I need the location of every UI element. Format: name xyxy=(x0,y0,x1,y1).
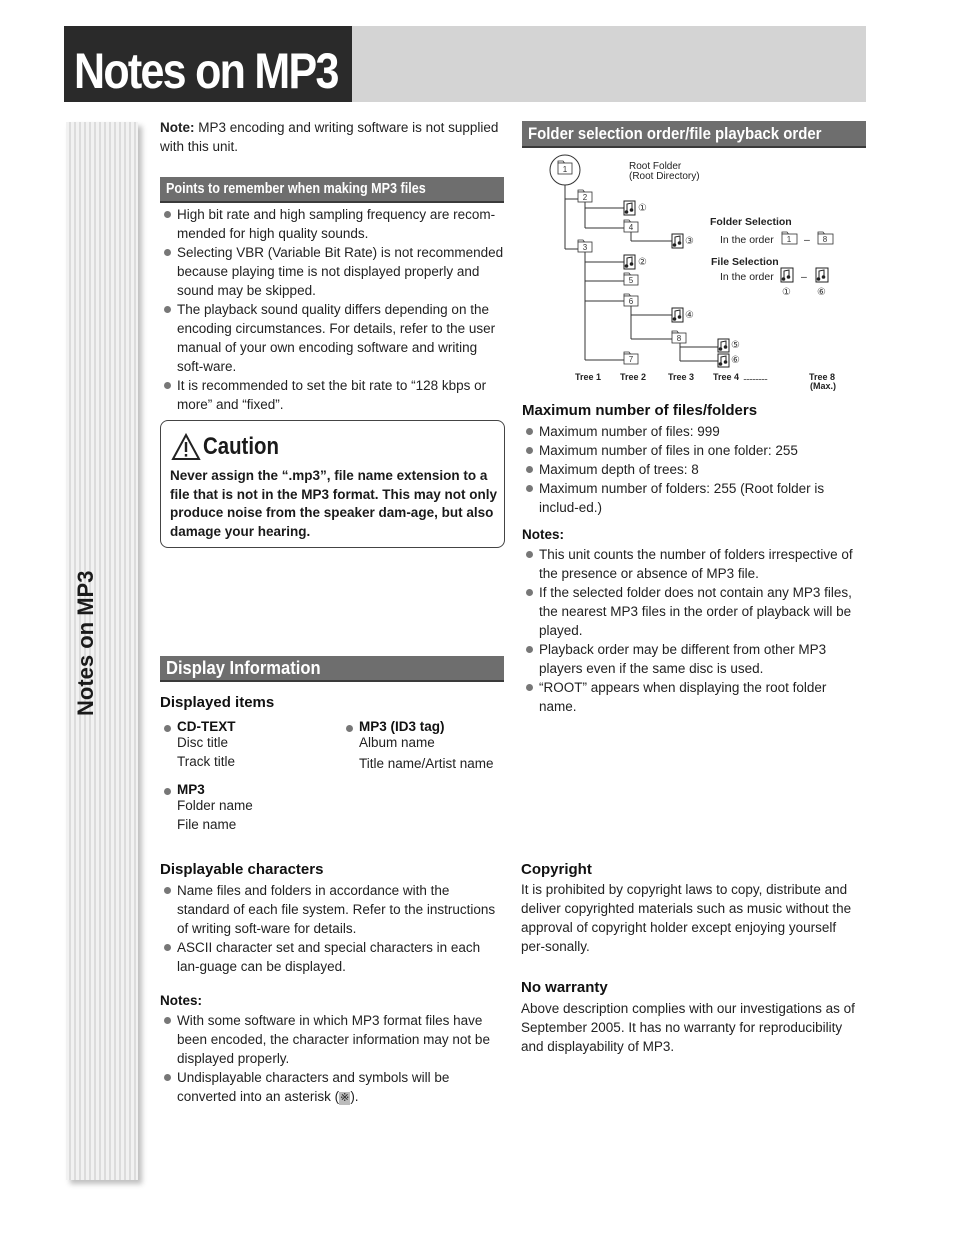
folder-number: 2 xyxy=(582,193,588,202)
list-item: It is recommended to set the bit rate to “128 kbps or more” and “fixed”. xyxy=(160,376,505,414)
tree-label: Tree 8 xyxy=(809,372,836,382)
folder-number: 4 xyxy=(628,223,634,232)
dash: – xyxy=(801,271,807,283)
intro-note-label: Note: xyxy=(160,120,195,135)
displayable-chars-list xyxy=(160,881,505,976)
list-item: “ROOT” appears when displaying the root folder name. xyxy=(522,678,866,716)
music-file-icon xyxy=(718,354,729,367)
max-notes-list xyxy=(522,545,866,716)
dash: – xyxy=(804,234,810,246)
folder-order-section-title: Folder selection order/file playback order xyxy=(528,124,822,143)
list-item: With some software in which MP3 format files have been encoded, the character information may not be displayed properly. xyxy=(160,1011,505,1068)
music-file-icon xyxy=(781,268,793,282)
tree-label: Tree 1 xyxy=(575,372,602,382)
mp3-group xyxy=(160,782,340,832)
folder-icon xyxy=(624,294,638,306)
list-item: Maximum depth of trees: 8 xyxy=(522,460,866,479)
folder-icon xyxy=(672,331,686,343)
folder-number: 3 xyxy=(582,243,588,252)
folder-number: 8 xyxy=(822,235,828,244)
folder-number: 1 xyxy=(562,165,568,174)
display-notes-title: Notes: xyxy=(160,993,203,1008)
folder-icon xyxy=(624,273,638,285)
music-file-icon xyxy=(816,268,828,282)
file-in-order-label: In the order xyxy=(720,271,774,283)
intro-note-text: MP3 encoding and writing software is not supplied with this unit. xyxy=(160,120,499,154)
max-notes-title: Notes: xyxy=(522,527,565,542)
folder-in-order-label: In the order xyxy=(720,234,774,246)
folder-number: 8 xyxy=(676,334,682,343)
music-file-icon xyxy=(672,234,683,248)
points-list xyxy=(160,205,505,414)
folder-icon xyxy=(624,352,638,364)
intro-note xyxy=(160,118,505,156)
list-item: Selecting VBR (Variable Bit Rate) is not recommended because playing time is not displayed properly and sound may be skipped. xyxy=(160,243,505,300)
copyright-title: Copyright xyxy=(521,861,592,878)
folder-tree-diagram xyxy=(522,150,867,395)
id3-item: Album name xyxy=(359,735,435,750)
tree-label: Tree 4 xyxy=(713,372,740,382)
id3-title: MP3 (ID3 tag) xyxy=(342,719,522,734)
folder-icon xyxy=(558,161,572,174)
file-marker: ④ xyxy=(685,310,694,321)
folder-icon xyxy=(624,220,638,232)
id3-item: Title name/Artist name xyxy=(359,756,494,771)
display-notes-list xyxy=(160,1011,505,1106)
list-item: Maximum number of folders: 255 (Root folder is includ-ed.) xyxy=(522,479,866,517)
id3-group xyxy=(342,719,522,771)
list-item: Playback order may be different from other MP3 players even if the same disc is used. xyxy=(522,640,866,678)
tree-dots: ................ xyxy=(743,372,768,382)
folder-icon xyxy=(818,232,833,244)
file-marker: ⑤ xyxy=(731,340,740,351)
displayable-chars-title: Displayable characters xyxy=(160,861,324,878)
side-tab-label: Notes on MP3 xyxy=(73,570,98,716)
music-file-icon xyxy=(624,201,635,215)
points-section-header xyxy=(160,177,504,203)
tree-label: Tree 2 xyxy=(620,372,647,382)
list-item: The playback sound quality differs depending on the encoding circumstances. For details, refer to the user manual of your own encoding software and writing soft-ware. xyxy=(160,300,505,376)
list-item: Name files and folders in accordance with the standard of each file system. Refer to the instructions of writing soft-ware for details. xyxy=(160,881,505,938)
root-directory-label: (Root Directory) xyxy=(629,171,700,182)
warranty-title: No warranty xyxy=(521,979,608,996)
displayed-items-title: Displayed items xyxy=(160,694,275,711)
file-selection-label: File Selection xyxy=(711,256,779,268)
cdtext-group xyxy=(160,719,340,769)
file-marker: ③ xyxy=(685,236,694,247)
cdtext-item: Track title xyxy=(177,754,236,769)
music-file-icon xyxy=(672,308,683,322)
folder-icon xyxy=(578,240,592,252)
folder-number: 1 xyxy=(786,235,792,244)
folder-number: 5 xyxy=(628,276,634,285)
asterisk-symbol-icon: ※ xyxy=(340,1092,350,1104)
display-section-title: Display Information xyxy=(166,658,321,678)
list-item: High bit rate and high sampling frequency are recom-mended for high quality sounds. xyxy=(160,205,505,243)
tree-label: Tree 3 xyxy=(668,372,695,382)
max-numbers-title: Maximum number of files/folders xyxy=(522,402,758,419)
music-file-icon xyxy=(624,255,635,269)
warning-triangle-icon xyxy=(171,433,201,461)
mp3-title: MP3 xyxy=(160,782,340,797)
warranty-text: Above description complies with our investigations as of September 2005. It has no warranty for reproducibility and displayability of MP3. xyxy=(521,1001,855,1054)
asterisk-note-text: Undisplayable characters and symbols will be converted into an asterisk ( xyxy=(177,1070,450,1104)
list-item: This unit counts the number of folders irrespective of the presence or absence of MP3 file. xyxy=(522,545,866,583)
copyright-text: It is prohibited by copyright laws to copy, distribute and deliver copyrighted materials such as music without the approval of copyright holder except enjoying yourself per-sonally. xyxy=(521,882,852,954)
file-marker: ⑥ xyxy=(817,287,826,298)
max-numbers-list xyxy=(522,422,866,517)
root-folder-label: Root Folder xyxy=(629,161,682,172)
file-marker: ⑥ xyxy=(731,355,740,366)
folder-selection-label: Folder Selection xyxy=(710,216,792,228)
folder-icon xyxy=(782,232,797,244)
display-section-header xyxy=(160,656,504,682)
list-item: ASCII character set and special characters in each lan-guage can be displayed. xyxy=(160,938,505,976)
list-item: If the selected folder does not contain any MP3 files, the nearest MP3 files in the order of playback will be played. xyxy=(522,583,866,640)
folder-order-section-header xyxy=(522,121,866,148)
folder-number: 7 xyxy=(628,355,634,364)
music-file-icon xyxy=(718,339,729,352)
mp3-item: File name xyxy=(177,817,237,832)
caution-text: Never assign the “.mp3”, file name extension to a file that is not in the MP3 format. This may not only produce noise from the speaker dam-age, but also damage your hearing. xyxy=(170,468,498,539)
cdtext-title: CD-TEXT xyxy=(160,719,340,734)
page-title: Notes on MP3 xyxy=(74,43,338,99)
mp3-item: Folder name xyxy=(177,798,253,813)
header-grey-block xyxy=(352,26,866,102)
cdtext-item: Disc title xyxy=(177,735,229,750)
file-marker: ① xyxy=(638,203,647,214)
folder-number: 6 xyxy=(628,297,634,306)
caution-box xyxy=(160,420,505,548)
caution-title: Caution xyxy=(203,433,279,460)
list-item: Maximum number of files in one folder: 255 xyxy=(522,441,866,460)
file-marker: ① xyxy=(782,287,791,298)
list-item xyxy=(160,1068,505,1106)
folder-icon xyxy=(578,190,592,202)
tree-max-label: (Max.) xyxy=(810,381,837,391)
list-item: Maximum number of files: 999 xyxy=(522,422,866,441)
asterisk-note-end: ). xyxy=(350,1089,359,1104)
file-marker: ② xyxy=(638,257,647,268)
points-section-title: Points to remember when making MP3 files xyxy=(166,180,426,197)
